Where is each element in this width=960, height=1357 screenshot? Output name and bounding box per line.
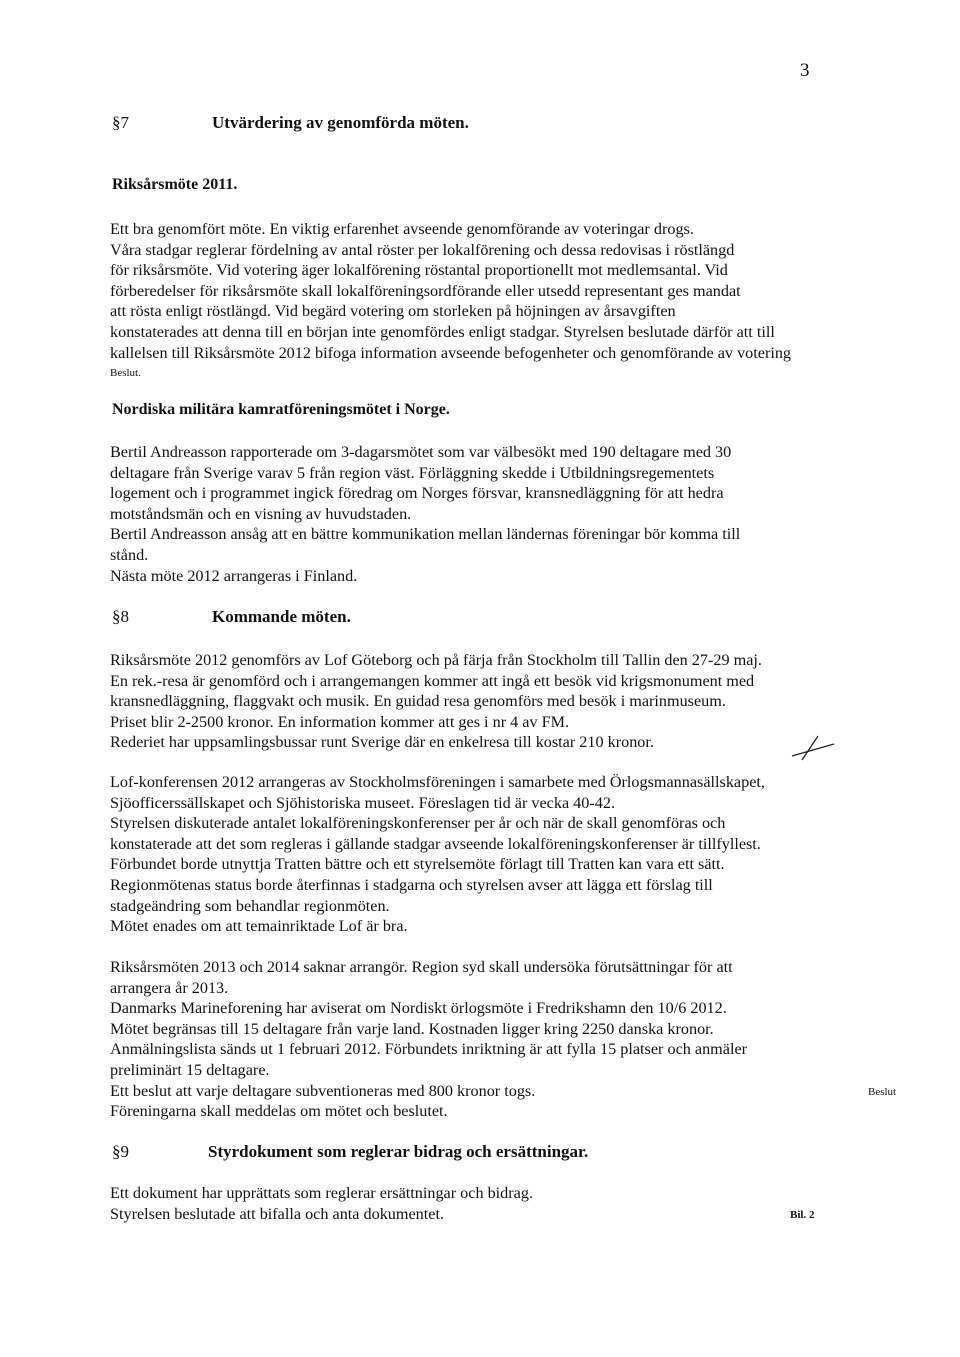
text-line: Föreningarna skall meddelas om mötet och beslutet. xyxy=(110,1102,448,1121)
page-number: 3 xyxy=(800,60,810,81)
paragraph-lof-konferensen xyxy=(110,772,850,937)
text-line: Ett beslut att varje deltagare subventioneras med 800 kronor togs. xyxy=(110,1081,536,1100)
text-line: Sjöofficerssällskapet och Sjöhistoriska museet. Föreslagen tid är vecka 40-42. xyxy=(110,793,615,812)
margin-beslut-label: Beslut xyxy=(868,1086,897,1098)
text-line: Ett dokument har upprättats som reglerar ersättningar och bidrag. xyxy=(110,1184,533,1202)
subheading-riksarsmote-2011: Riksårsmöte 2011. xyxy=(112,176,238,193)
text-line: Bertil Andreasson ansåg att en bättre kommunikation mellan ländernas föreningar bör komma till xyxy=(110,525,741,544)
text-line: Nästa möte 2012 arrangeras i Finland. xyxy=(110,566,358,585)
section-8-heading xyxy=(112,607,351,627)
text-line: deltagare från Sverige varav 5 från region väst. Förläggning skedde i Utbildningsregementets xyxy=(110,463,715,482)
paragraph-riksarsmote-2012 xyxy=(110,650,850,753)
section-7-heading xyxy=(112,113,469,133)
text-line: Våra stadgar reglerar fördelning av antal röster per lokalförening och dessa redovisas i röstlängd xyxy=(110,240,735,259)
text-line: förberedelser för riksårsmöte skall lokalföreningsordförande eller utsedd representant ges mandat xyxy=(110,281,741,300)
text-line: Styrelsen beslutade att bifalla och anta dokumentet. xyxy=(110,1204,444,1223)
text-line: kallelsen till Riksårsmöte 2012 bifoga information avseende befogenheter och genomförande av votering xyxy=(110,343,792,362)
text-line: motståndsmän och en visning av huvudstaden. xyxy=(110,504,412,523)
text-line: Styrelsen diskuterade antalet lokalföreningskonferenser per år och när de skall genomföras och xyxy=(110,814,726,833)
section-title: Styrdokument som reglerar bidrag och ersättningar. xyxy=(208,1142,589,1161)
text-line: Mötet enades om att temainriktade Lof är bra. xyxy=(110,917,408,936)
text-line: konstaterade att det som regleras i gällande stadgar avseende lokalföreningskonferenser är tillfyllest. xyxy=(110,834,761,853)
text-line: Riksårsmöte 2012 genomförs av Lof Göteborg och på färja från Stockholm till Tallin den 27-29 maj. xyxy=(110,651,762,669)
paragraph-riksarsmoten-2013 xyxy=(110,957,850,1122)
text-line: Danmarks Marineforening har aviserat om Nordiskt örlogsmöte i Fredrikshamn den 10/6 2012. xyxy=(110,999,727,1018)
text-line: stadgeändring som behandlar regionmöten. xyxy=(110,896,390,915)
section-9-heading xyxy=(112,1142,588,1162)
paragraph-evaluation xyxy=(110,219,850,384)
text-line: Mötet begränsas till 15 deltagare från varje land. Kostnaden ligger kring 2250 danska kronor. xyxy=(110,1019,714,1038)
text-line: Lof-konferensen 2012 arrangeras av Stockholmsföreningen i samarbete med Örlogsmannasällskapet, xyxy=(110,773,765,791)
text-line: Regionmötenas status borde återfinnas i stadgarna och styrelsen avser att lägga ett förslag till xyxy=(110,875,713,894)
text-line: arrangera år 2013. xyxy=(110,978,229,997)
section-title: Utvärdering av genomförda möten. xyxy=(212,113,469,132)
paragraph-norway-meeting xyxy=(110,442,850,586)
section-number: §7 xyxy=(112,113,129,132)
text-line: Rederiet har uppsamlingsbussar runt Sverige där en enkelresa till kostar 210 kronor. xyxy=(110,733,654,752)
attachment-label: Bil. 2 xyxy=(790,1209,815,1221)
text-line: Bertil Andreasson rapporterade om 3-dagarsmötet som var välbesökt med 190 deltagare med 30 xyxy=(110,443,732,461)
text-line: Anmälningslista sänds ut 1 februari 2012. Förbundets inriktning är att fylla 15 platser och anmäler xyxy=(110,1040,748,1059)
subheading-nordiska-mote: Nordiska militära kamratföreningsmötet i Norge. xyxy=(112,401,450,418)
text-line: Priset blir 2-2500 kronor. En information kommer att ges i nr 4 av FM. xyxy=(110,712,570,731)
section-number: §8 xyxy=(112,607,129,626)
text-line: konstaterades att denna till en början inte genomfördes enligt stadgar. Styrelsen beslutade därför att till xyxy=(110,322,775,341)
text-line: kransnedläggning, flaggvakt och musik. En guidad resa genomförs med besök i marinmuseum. xyxy=(110,692,726,711)
text-line: för riksårsmöte. Vid votering äger lokalförening röstantal proportionellt mot medlemsantal. Vid xyxy=(110,261,728,280)
paragraph-styrdokument xyxy=(110,1183,850,1224)
text-line: preliminärt 15 deltagare. xyxy=(110,1060,270,1079)
text-line: logement och i programmet ingick föredrag om Norges försvar, kransnedläggning för att hedra xyxy=(110,484,724,503)
section-number: §9 xyxy=(112,1142,129,1161)
text-line: Riksårsmöten 2013 och 2014 saknar arrangör. Region syd skall undersöka förutsättningar för att xyxy=(110,958,733,976)
section-title: Kommande möten. xyxy=(212,607,351,626)
text-line: stånd. xyxy=(110,545,149,564)
handwritten-mark-icon xyxy=(788,734,838,764)
text-line: Förbundet borde utnyttja Tratten bättre och ett styrelsemöte förlagt till Tratten kan vara ett sätt. xyxy=(110,855,725,874)
text-line: att rösta enligt röstlängd. Vid begärd votering om storleken på höjningen av årsavgiften xyxy=(110,302,676,321)
text-line: En rek.-resa är genomförd och i arrangemangen kommer att ingå ett besök vid krigsmonument med xyxy=(110,671,755,690)
text-line: Ett bra genomfört möte. En viktig erfarenhet avseende genomförande av voteringar drogs. xyxy=(110,220,694,238)
beslut-label: Beslut. xyxy=(110,367,141,380)
